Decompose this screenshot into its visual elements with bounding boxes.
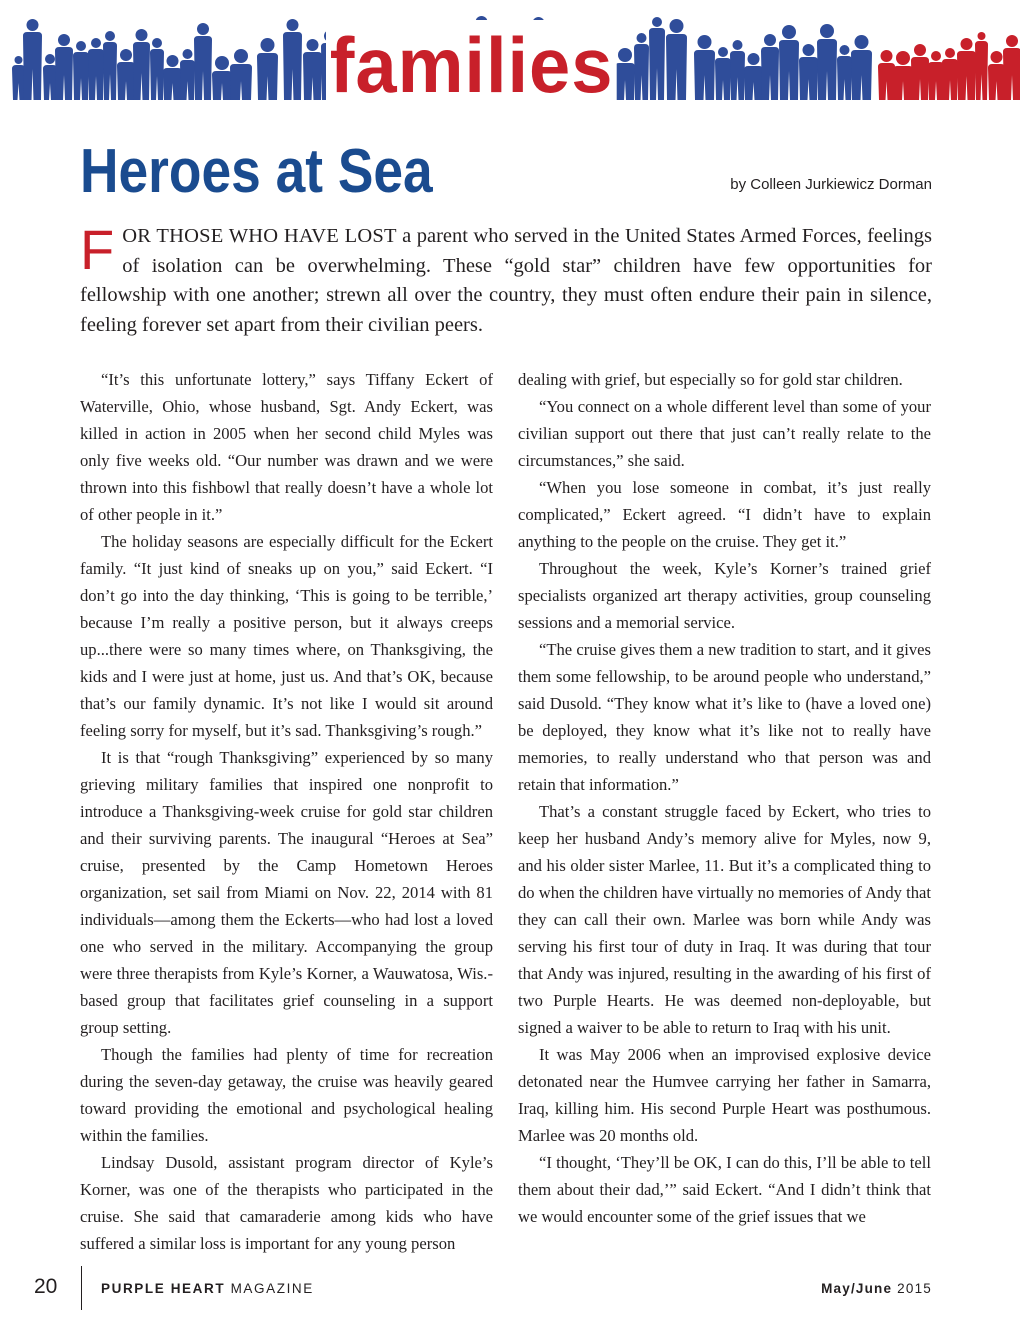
paragraph: That’s a constant struggle faced by Eckert, who tries to keep her husband Andy’s memory alive for Myles, now 9, and his older sister Marlee, 11. But it’s a complicated thing to do when the children have virtually no memories of Andy that they can call their own. Marlee was born while Andy was serving his first tour of duty in Iraq. It was during that tour that Andy was injured, resulting in the awarding of his first of two Purple Hearts. He was deemed non-deployable, but signed a waiver to be able to return to Iraq with his unit. (518, 802, 931, 1037)
body-column-right (518, 366, 931, 1230)
person-silhouette (163, 55, 182, 100)
paragraph: Throughout the week, Kyle’s Korner’s trained grief specialists organized art therapy activities, group counseling sessions and a memorial service. (518, 559, 931, 632)
byline: by Colleen Jurkiewicz Dorman (730, 176, 932, 193)
person-silhouette (911, 44, 929, 100)
paragraph: “You connect on a whole different level than some of your civilian support out there that just can’t really relate to the circumstances,” she said. (518, 397, 931, 470)
magazine-name-rest: MAGAZINE (225, 1281, 314, 1296)
section-label: families (326, 20, 617, 110)
person-silhouette (12, 56, 25, 100)
paragraph: “I thought, ‘They’ll be OK, I can do this, I’ll be able to tell them about their dad,’” said Eckert. “And I didn’t think that we would encounter some of the grief issues that we (518, 1153, 931, 1226)
person-silhouette (257, 38, 278, 100)
person-silhouette (779, 25, 799, 100)
person-silhouette (715, 47, 731, 100)
person-silhouette (1003, 35, 1020, 100)
person-silhouette (55, 34, 73, 100)
person-silhouette (180, 49, 195, 100)
person-silhouette (893, 51, 913, 100)
person-silhouette (303, 39, 322, 100)
person-silhouette (88, 38, 104, 100)
paragraph: Though the families had plenty of time for recreation during the seven-day getaway, the cruise was heavily geared toward providing the emotional and psychological healing within the families. (80, 1045, 493, 1145)
person-silhouette (150, 38, 164, 100)
lead-paragraph (80, 218, 933, 340)
person-silhouette (230, 49, 252, 100)
drop-cap: F (80, 218, 115, 281)
person-silhouette (744, 53, 763, 100)
person-silhouette (194, 23, 212, 100)
person-silhouette (942, 48, 958, 100)
person-silhouette (117, 49, 135, 100)
person-silhouette (103, 31, 117, 100)
person-silhouette (730, 40, 745, 100)
person-silhouette (957, 38, 976, 100)
paragraph: “It’s this unfortunate lottery,” says Tiffany Eckert of Waterville, Ohio, whose husband, Sgt. Andy Eckert, was killed in action in 2005 when her second child Myles was only five weeks old. “Our number was drawn and we were thrown into this fishbowl that really doesn’t have a whole lot of other people in it.” (80, 370, 493, 524)
paragraph: “When you lose someone in combat, it’s just really complicated,” Eckert agreed. “I didn’t have to explain anything to the people on the cruise. They get it.” (518, 478, 931, 551)
paragraph: Lindsay Dusold, assistant program director of Kyle’s Korner, was one of the therapists who participated in the cruise. She said that camaraderie among kids who have suffered a similar loss is important for any young person (80, 1153, 493, 1253)
person-silhouette (817, 24, 837, 100)
person-silhouette (878, 50, 895, 100)
person-silhouette (212, 56, 232, 100)
person-silhouette (649, 17, 665, 100)
person-silhouette (694, 35, 715, 100)
magazine-name (101, 1281, 314, 1296)
person-silhouette (133, 29, 150, 100)
person-silhouette (666, 19, 687, 100)
person-silhouette (43, 54, 57, 100)
paragraph: It was May 2006 when an improvised explosive device detonated near the Humvee carrying her father in Samarra, Iraq, killing him. His second Purple Heart was posthumous. Marlee was 20 months old. (518, 1045, 931, 1145)
issue-date (821, 1281, 932, 1296)
person-silhouette (283, 19, 302, 100)
person-silhouette (851, 35, 872, 100)
paragraph: It is that “rough Thanksgiving” experienced by so many grieving military families that inspired one nonprofit to introduce a Thanksgiving-week cruise for gold star children and their surviving parents. The inaugural “Heroes at Sea” cruise, presented by the Camp Hometown Heroes organization, set sail from Miami on Nov. 22, 2014 with 81 individuals—among them the Eckerts—who had lost a loved one who served in the military. Accompanying the group were three therapists from Kyle’s Korner, a Wauwatosa, Wis.-based group that facilitates grief counseling in a support group setting. (80, 748, 493, 1037)
lead-text: a parent who served in the United States Armed Forces, feelings of isolation can be overwhelming. These “gold star” children have few opportunities for fellowship with one another; strewn all over the country, they must often endure their pain in silence, feeling forever set apart from their civilian peers. (80, 225, 933, 336)
lead-caps: OR THOSE WHO HAVE LOST (122, 225, 397, 247)
person-silhouette (988, 51, 1005, 100)
issue-year: 2015 (892, 1281, 932, 1296)
person-silhouette (634, 33, 649, 100)
page-footer (0, 1266, 1024, 1310)
person-silhouette (761, 34, 779, 100)
paragraph: “The cruise gives them a new tradition to start, and it gives them some fellowship, to be around people who understand,” said Dusold. “They know what it’s like to (have a loved one) be deployed, they know what it’s like not to really have memories, to really understand who that person was and retain that information.” (518, 640, 931, 794)
person-silhouette (799, 44, 818, 100)
paragraph: The holiday seasons are especially difficult for the Eckert family. “It just kind of sneaks up on you,” said Eckert. “I don’t go into the day thinking, ‘This is going to be terrible,’ because I’m really a positive person, but it always creeps up...there were so many times where, on Thanksgiving, the kids and I were just at home, just us. And that’s OK, because that’s our family dynamic. It’s not like I would sit around feeling sorry for myself, but it’s sad. Thanksgiving’s rough.” (80, 532, 493, 740)
person-silhouette (615, 48, 635, 100)
families-banner (10, 14, 1020, 109)
person-silhouette (837, 45, 852, 100)
person-silhouette (23, 19, 42, 100)
article-title: Heroes at Sea (80, 137, 433, 206)
person-silhouette (73, 41, 89, 100)
footer-divider (81, 1266, 82, 1310)
person-silhouette (975, 32, 988, 100)
body-column-left (80, 366, 493, 1257)
issue-month: May/June (821, 1281, 893, 1296)
magazine-name-bold: PURPLE HEART (101, 1281, 226, 1296)
person-silhouette (928, 51, 944, 100)
paragraph: dealing with grief, but especially so for gold star children. (518, 370, 903, 389)
page-number: 20 (34, 1275, 58, 1298)
